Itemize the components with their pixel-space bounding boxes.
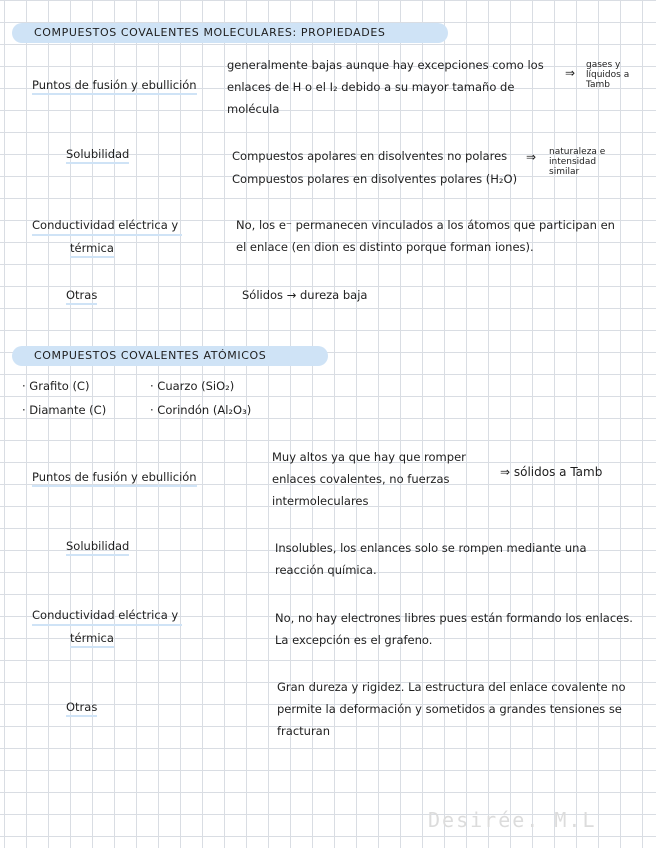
s1-otras-text: Sólidos → dureza baja	[242, 288, 368, 302]
s1-solubilidad-line1: Compuestos apolares en disolventes no polares	[232, 149, 508, 163]
s1-solubilidad-label: Solubilidad	[66, 147, 129, 161]
s1-conductividad-label-1: Conductividad eléctrica y	[32, 218, 179, 232]
section-2-banner: COMPUESTOS COVALENTES ATÓMICOS	[12, 346, 328, 366]
s1-puntos-note: gases y líquidos a Tamb	[586, 60, 630, 90]
s1-otras-label: Otras	[66, 288, 97, 302]
s2-conductividad-label-1: Conductividad eléctrica y	[32, 608, 179, 622]
s2-puntos-arrow: ⇒ sólidos a Tamb	[500, 465, 603, 479]
s1-solubilidad-note: naturaleza e intensidad similar	[549, 147, 606, 177]
s1-puntos-text: generalmente bajas aunque hay excepciones como los enlaces de H o el I₂ debido a su mayor tamaño de molécula	[227, 58, 544, 116]
s1-puntos-label: Puntos de fusión y ebullición	[32, 78, 197, 92]
s2-otras-label: Otras	[66, 700, 97, 714]
s2-puntos-label: Puntos de fusión y ebullición	[32, 470, 197, 484]
s1-conductividad-underline	[32, 234, 182, 236]
s2-solubilidad-text: Insolubles, los enlances solo se rompen mediante una reacción química.	[275, 541, 587, 577]
s1-solubilidad-arrow: ⇒	[526, 150, 537, 164]
s2-otras-text: Gran dureza y rigidez. La estructura del enlace covalente no permite la deformación y sometidos a grandes tensiones se fracturan	[277, 680, 626, 738]
s2-conductividad-label-2: térmica	[70, 631, 114, 645]
s2-example-grafito: · Grafito (C)	[22, 379, 90, 393]
s1-conductividad-label-2: térmica	[70, 241, 114, 255]
s2-example-corindon: · Corindón (Al₂O₃)	[150, 403, 252, 417]
s1-conductividad-text: No, los e⁻ permanecen vinculados a los átomos que participan en el enlace (en dion es distinto porque forman iones).	[236, 218, 615, 254]
s1-puntos-arrow: ⇒	[565, 66, 576, 80]
s2-puntos-text: Muy altos ya que hay que romper enlaces covalentes, no fuerzas intermoleculares	[272, 450, 466, 508]
s1-solubilidad-line2: Compuestos polares en disolventes polares (H₂O)	[232, 172, 518, 186]
s2-solubilidad-label: Solubilidad	[66, 539, 129, 553]
s2-example-cuarzo: · Cuarzo (SiO₂)	[150, 379, 235, 393]
s2-conductividad-underline	[32, 624, 182, 626]
s2-example-diamante: · Diamante (C)	[22, 403, 107, 417]
section-1-banner: COMPUESTOS COVALENTES MOLECULARES: PROPIEDADES	[12, 23, 448, 43]
s2-conductividad-text: No, no hay electrones libres pues están formando los enlaces. La excepción es el grafeno.	[275, 611, 633, 647]
author-watermark: Desirée. M.L	[428, 808, 597, 832]
